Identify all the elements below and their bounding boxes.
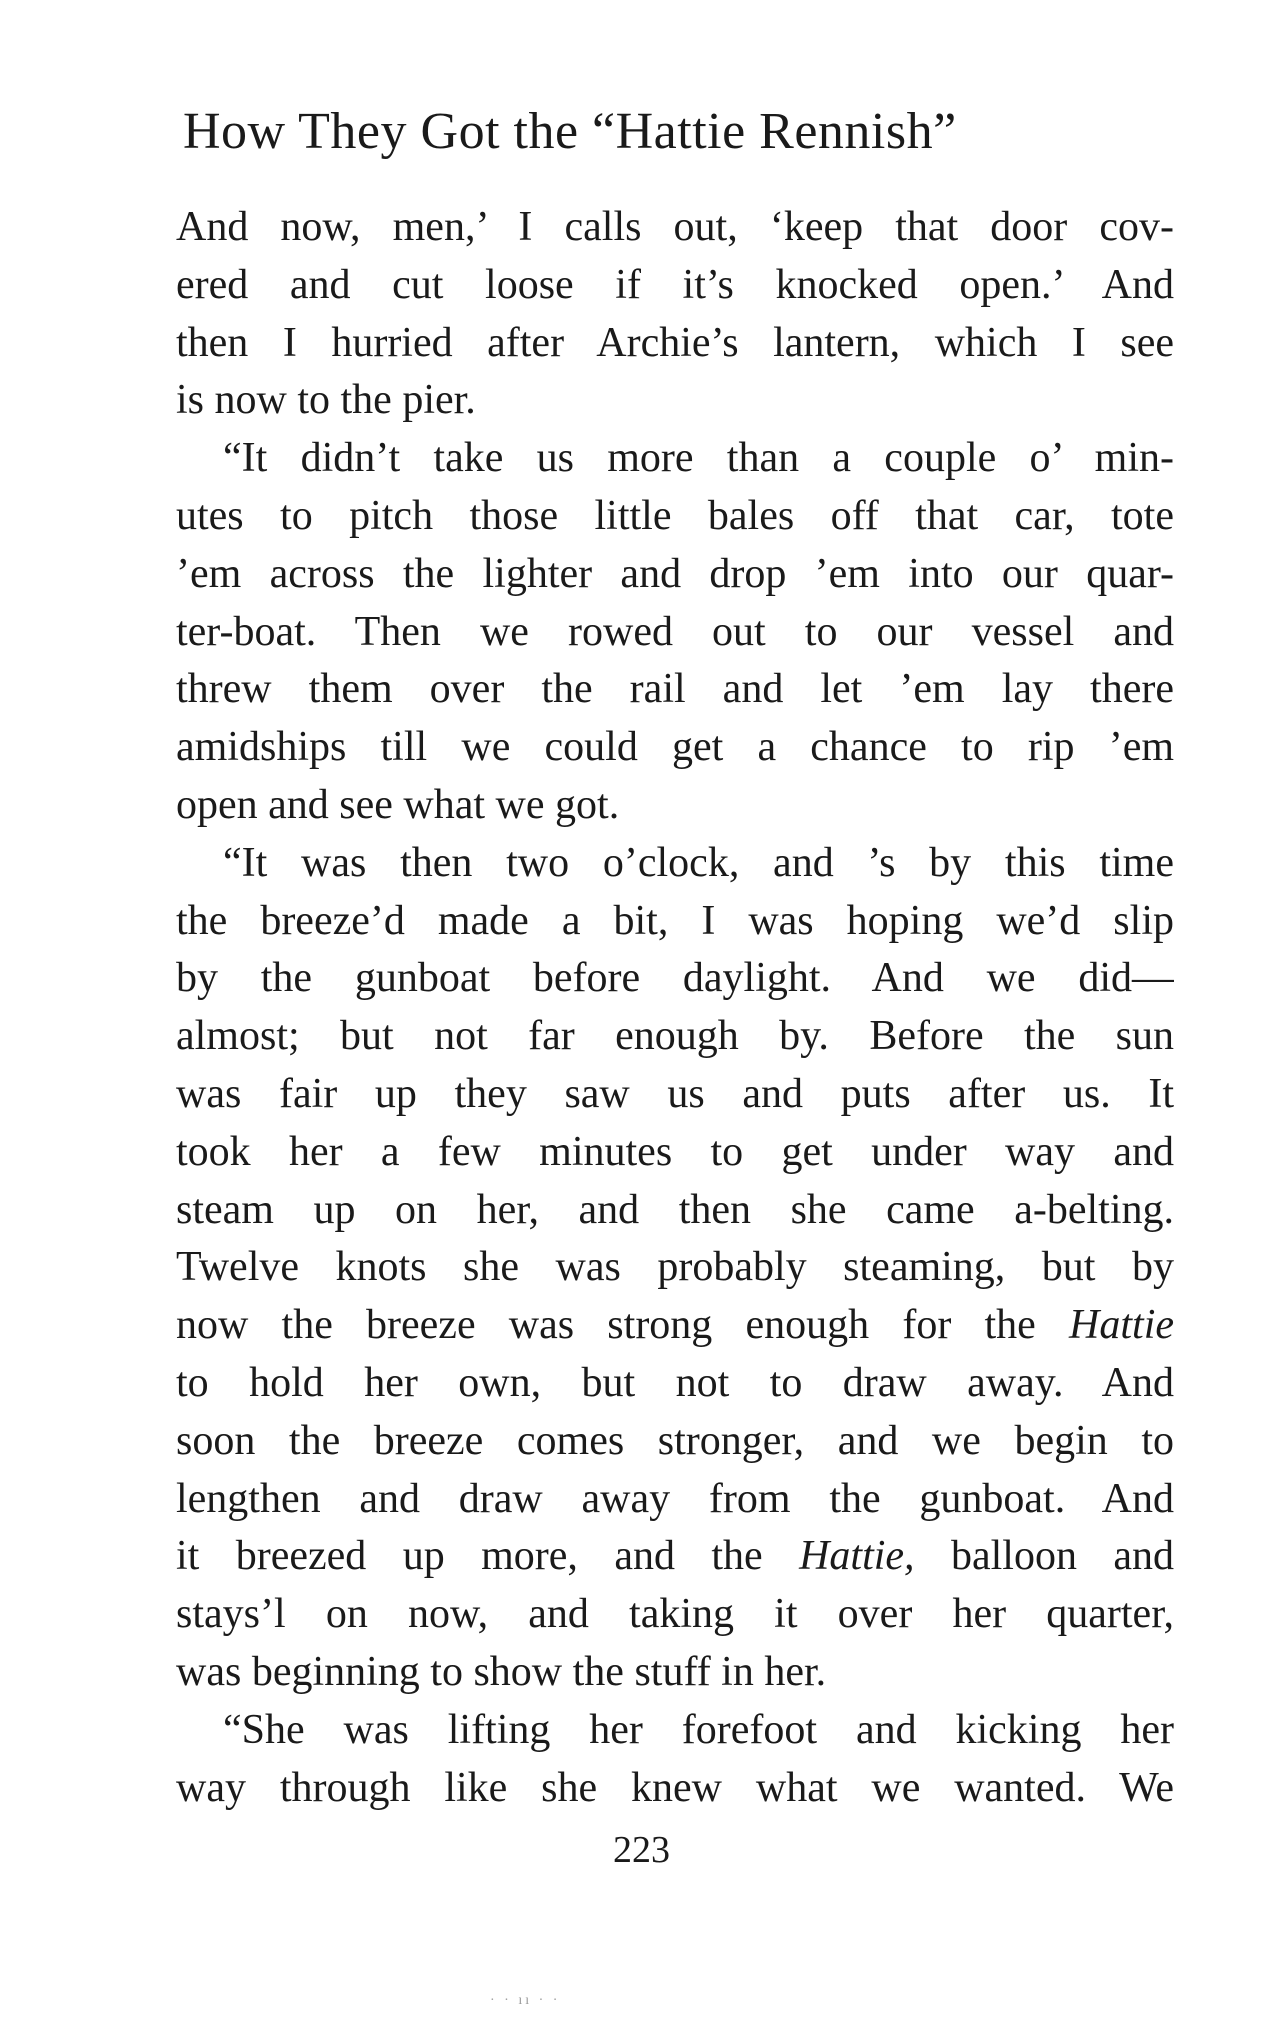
body-text <box>176 199 1174 1817</box>
paragraph-first-line: “It didn’t take us more than a couple o’ min- <box>223 435 1174 482</box>
ship-name-italic: Hattie <box>1069 1302 1174 1349</box>
text-line: was beginning to show the stuff in her. <box>176 1648 827 1695</box>
text-fragment: it breezed up more, and the <box>176 1533 763 1580</box>
text-line: stays’l on now, and taking it over her quarter, <box>176 1591 1174 1638</box>
text-line: Twelve knots she was probably steaming, but by <box>176 1244 1174 1291</box>
text-line: threw them over the rail and let ’em lay there <box>176 666 1174 713</box>
text-line: took her a few minutes to get under way and <box>176 1128 1174 1175</box>
text-line: was fair up they saw us and puts after us. It <box>176 1070 1174 1117</box>
text-line: lengthen and draw away from the gunboat. And <box>176 1475 1174 1522</box>
text-line: to hold her own, but not to draw away. And <box>176 1359 1174 1406</box>
text-line: almost; but not far enough by. Before the sun <box>176 1013 1174 1060</box>
text-line: And now, men,’ I calls out, ‘keep that door cov- <box>176 204 1174 250</box>
printer-mark: · · ıı · · <box>490 1993 561 2008</box>
paragraph-first-line: “She was lifting her forefoot and kicking her <box>223 1706 1174 1753</box>
text-line: soon the breeze comes stronger, and we begin to <box>176 1417 1174 1464</box>
text-line: is now to the pier. <box>176 377 476 424</box>
text-fragment: now the breeze was strong enough for the <box>176 1302 1036 1349</box>
text-line: by the gunboat before daylight. And we did— <box>176 955 1174 1002</box>
text-line: ter-boat. Then we rowed out to our vessel and <box>176 608 1174 655</box>
text-line: ’em across the lighter and drop ’em into our quar- <box>176 550 1174 597</box>
paragraph-first-line: “It was then two o’clock, and ’s by this time <box>223 839 1174 886</box>
text-line-with-ship-name <box>176 1528 1174 1586</box>
text-line: ered and cut loose if it’s knocked open.’ And <box>176 261 1174 308</box>
text-line: open and see what we got. <box>176 781 620 828</box>
page-number: 223 <box>613 1829 670 1871</box>
text-line: way through like she knew what we wanted. We <box>176 1764 1174 1811</box>
text-line: amidships till we could get a chance to rip ’em <box>176 724 1174 771</box>
text-line: the breeze’d made a bit, I was hoping we’d slip <box>176 897 1174 944</box>
text-line-with-ship-name <box>176 1297 1174 1355</box>
text-line: then I hurried after Archie’s lantern, which I see <box>176 319 1174 366</box>
text-line: utes to pitch those little bales off that car, tote <box>176 492 1174 539</box>
running-head: How They Got the “Hattie Rennish” <box>183 103 957 160</box>
text-line: steam up on her, and then she came a-belting. <box>176 1186 1174 1233</box>
text-fragment: balloon and <box>950 1533 1174 1580</box>
ship-name-italic: Hattie, <box>799 1533 915 1580</box>
